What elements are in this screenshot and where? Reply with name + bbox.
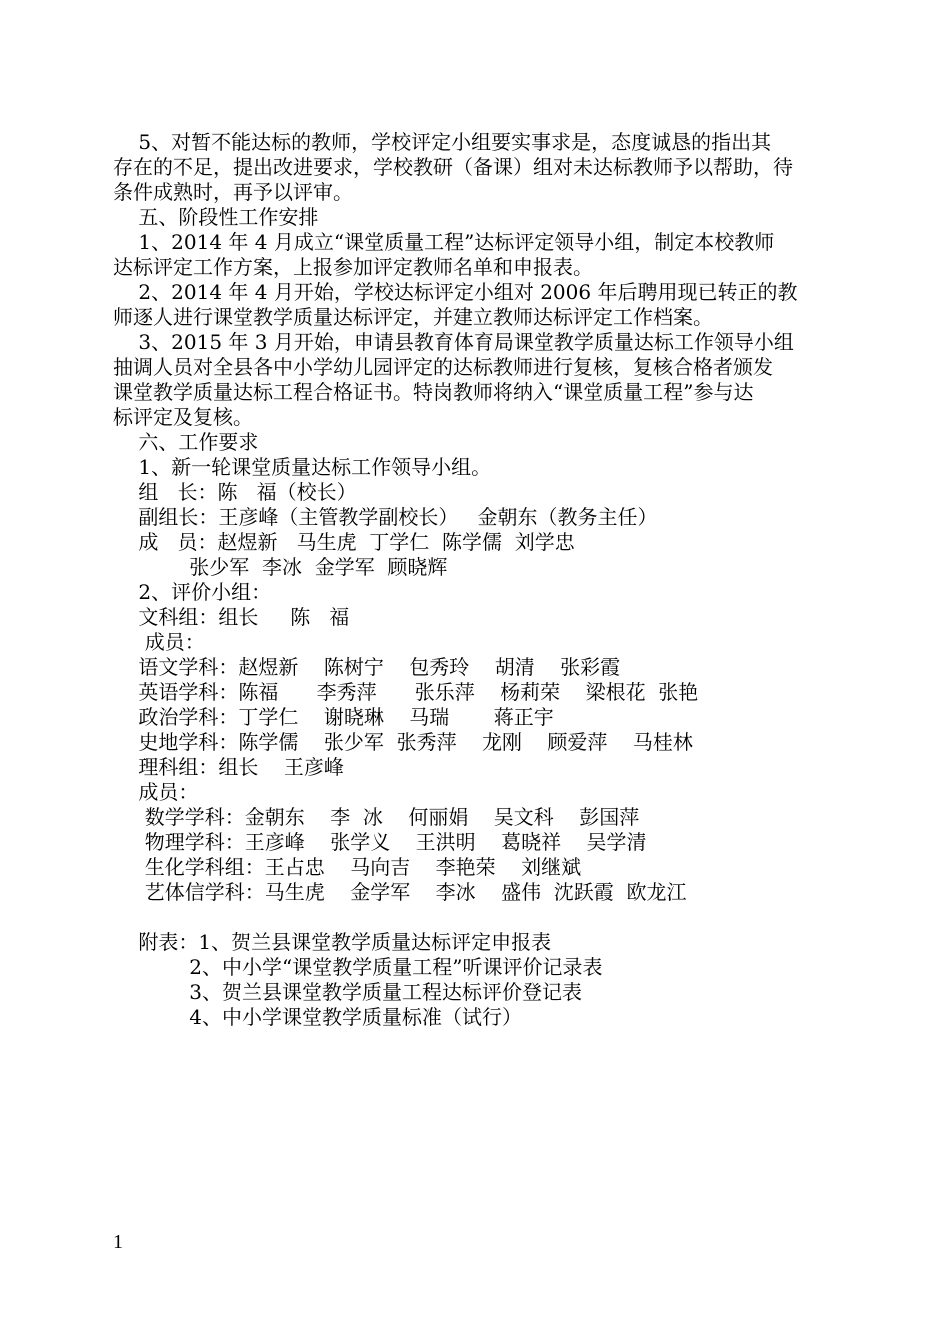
text-line: 生化学科组：王占忠 马向吉 李艳荣 刘继斌 bbox=[113, 855, 582, 879]
section-heading: 五、阶段性工作安排 bbox=[113, 205, 319, 229]
section-heading: 六、工作要求 bbox=[113, 430, 259, 454]
appendix-line: 4、中小学课堂教学质量标准（试行） bbox=[113, 1005, 523, 1029]
text-line: 政治学科：丁学仁 谢晓琳 马瑞 蒋正宇 bbox=[113, 705, 554, 729]
text-line: 成员： bbox=[113, 630, 205, 654]
text-line: 1、2014 年 4 月成立“课堂质量工程”达标评定领导小组，制定本校教师 bbox=[113, 230, 775, 254]
text-line: 文科组：组长 陈 福 bbox=[113, 605, 350, 629]
text-line: 达标评定工作方案，上报参加评定教师名单和申报表。 bbox=[113, 255, 593, 279]
text-line: 1、新一轮课堂质量达标工作领导小组。 bbox=[113, 455, 492, 479]
text-line: 组 长：陈 福（校长） bbox=[113, 480, 357, 504]
text-line: 张少军 李冰 金学军 顾晓辉 bbox=[113, 555, 448, 579]
text-line: 标评定及复核。 bbox=[113, 405, 253, 429]
text-line: 物理学科：王彦峰 张学义 王洪明 葛晓祥 吴学清 bbox=[113, 830, 647, 854]
text-line: 课堂教学质量达标工程合格证书。特岗教师将纳入“课堂质量工程”参与达 bbox=[113, 380, 754, 404]
page-number: 1 bbox=[113, 1231, 123, 1253]
appendix-line: 2、中小学“课堂教学质量工程”听课评价记录表 bbox=[113, 955, 603, 979]
text-line: 副组长：王彦峰（主管教学副校长） 金朝东（教务主任） bbox=[113, 505, 658, 529]
text-line: 2、2014 年 4 月开始，学校达标评定小组对 2006 年后聘用现已转正的教 bbox=[113, 280, 798, 304]
text-line: 数学学科：金朝东 李 冰 何丽娟 吴文科 彭国萍 bbox=[113, 805, 640, 829]
text-line: 艺体信学科：马生虎 金学军 李冰 盛伟 沈跃霞 欧龙江 bbox=[113, 880, 687, 904]
appendix-line: 3、贺兰县课堂教学质量工程达标评价登记表 bbox=[113, 980, 583, 1004]
appendix-line: 附表：1、贺兰县课堂教学质量达标评定申报表 bbox=[113, 930, 552, 954]
text-line: 成 员：赵煜新 马生虎 丁学仁 陈学儒 刘学忠 bbox=[113, 530, 575, 554]
text-line: 理科组：组长 王彦峰 bbox=[113, 755, 344, 779]
text-line: 3、2015 年 3 月开始，申请县教育体育局课堂教学质量达标工作领导小组 bbox=[113, 330, 794, 354]
text-line: 存在的不足，提出改进要求，学校教研（备课）组对未达标教师予以帮助，待 bbox=[113, 155, 793, 179]
text-line: 成员： bbox=[113, 780, 199, 804]
text-line: 史地学科：陈学儒 张少军 张秀萍 龙刚 顾爱萍 马桂林 bbox=[113, 730, 693, 754]
text-line: 英语学科：陈福 李秀萍 张乐萍 杨莉荣 梁根花 张艳 bbox=[113, 680, 699, 704]
text-line: 条件成熟时，再予以评审。 bbox=[113, 180, 353, 204]
text-line: 师逐人进行课堂教学质量达标评定，并建立教师达标评定工作档案。 bbox=[113, 305, 713, 329]
text-line: 语文学科：赵煜新 陈树宁 包秀玲 胡清 张彩霞 bbox=[113, 655, 621, 679]
text-line: 2、评价小组： bbox=[113, 580, 272, 604]
text-line: 5、对暂不能达标的教师，学校评定小组要实事求是，态度诚恳的指出其 bbox=[113, 130, 772, 154]
text-line: 抽调人员对全县各中小学幼儿园评定的达标教师进行复核，复核合格者颁发 bbox=[113, 355, 773, 379]
